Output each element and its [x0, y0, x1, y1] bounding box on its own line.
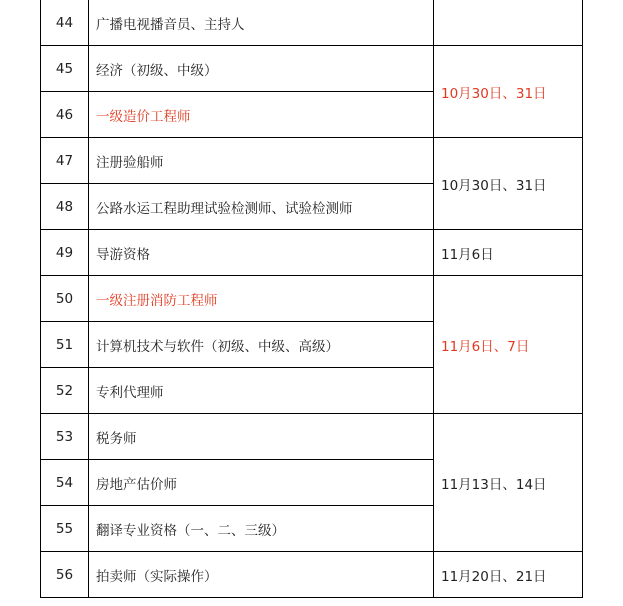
row-number: 45	[41, 46, 89, 92]
row-number: 47	[41, 138, 89, 184]
row-number: 44	[41, 0, 89, 46]
exam-date: 10月30日、31日	[434, 46, 583, 138]
row-number: 51	[41, 322, 89, 368]
exam-name: 一级注册消防工程师	[89, 276, 434, 322]
exam-schedule-table	[40, 0, 583, 598]
exam-name: 专利代理师	[89, 368, 434, 414]
row-number: 54	[41, 460, 89, 506]
exam-name: 导游资格	[89, 230, 434, 276]
exam-name: 经济（初级、中级）	[89, 46, 434, 92]
table-row	[41, 552, 583, 598]
table-row	[41, 46, 583, 92]
row-number: 48	[41, 184, 89, 230]
exam-date: 11月6日、7日	[434, 276, 583, 414]
exam-name: 拍卖师（实际操作）	[89, 552, 434, 598]
exam-date: 11月13日、14日	[434, 414, 583, 552]
exam-name: 一级造价工程师	[89, 92, 434, 138]
exam-name: 注册验船师	[89, 138, 434, 184]
exam-date: 11月20日、21日	[434, 552, 583, 598]
row-number: 53	[41, 414, 89, 460]
table-row	[41, 138, 583, 184]
row-number: 52	[41, 368, 89, 414]
row-number: 50	[41, 276, 89, 322]
exam-date	[434, 0, 583, 46]
exam-name: 房地产估价师	[89, 460, 434, 506]
row-number: 46	[41, 92, 89, 138]
table-row	[41, 230, 583, 276]
row-number: 49	[41, 230, 89, 276]
exam-name: 翻译专业资格（一、二、三级）	[89, 506, 434, 552]
exam-name: 广播电视播音员、主持人	[89, 0, 434, 46]
exam-name: 公路水运工程助理试验检测师、试验检测师	[89, 184, 434, 230]
table-row	[41, 276, 583, 322]
exam-name: 计算机技术与软件（初级、中级、高级）	[89, 322, 434, 368]
table-row	[41, 414, 583, 460]
exam-date: 11月6日	[434, 230, 583, 276]
row-number: 56	[41, 552, 89, 598]
exam-date: 10月30日、31日	[434, 138, 583, 230]
row-number: 55	[41, 506, 89, 552]
exam-name: 税务师	[89, 414, 434, 460]
table-row	[41, 0, 583, 46]
